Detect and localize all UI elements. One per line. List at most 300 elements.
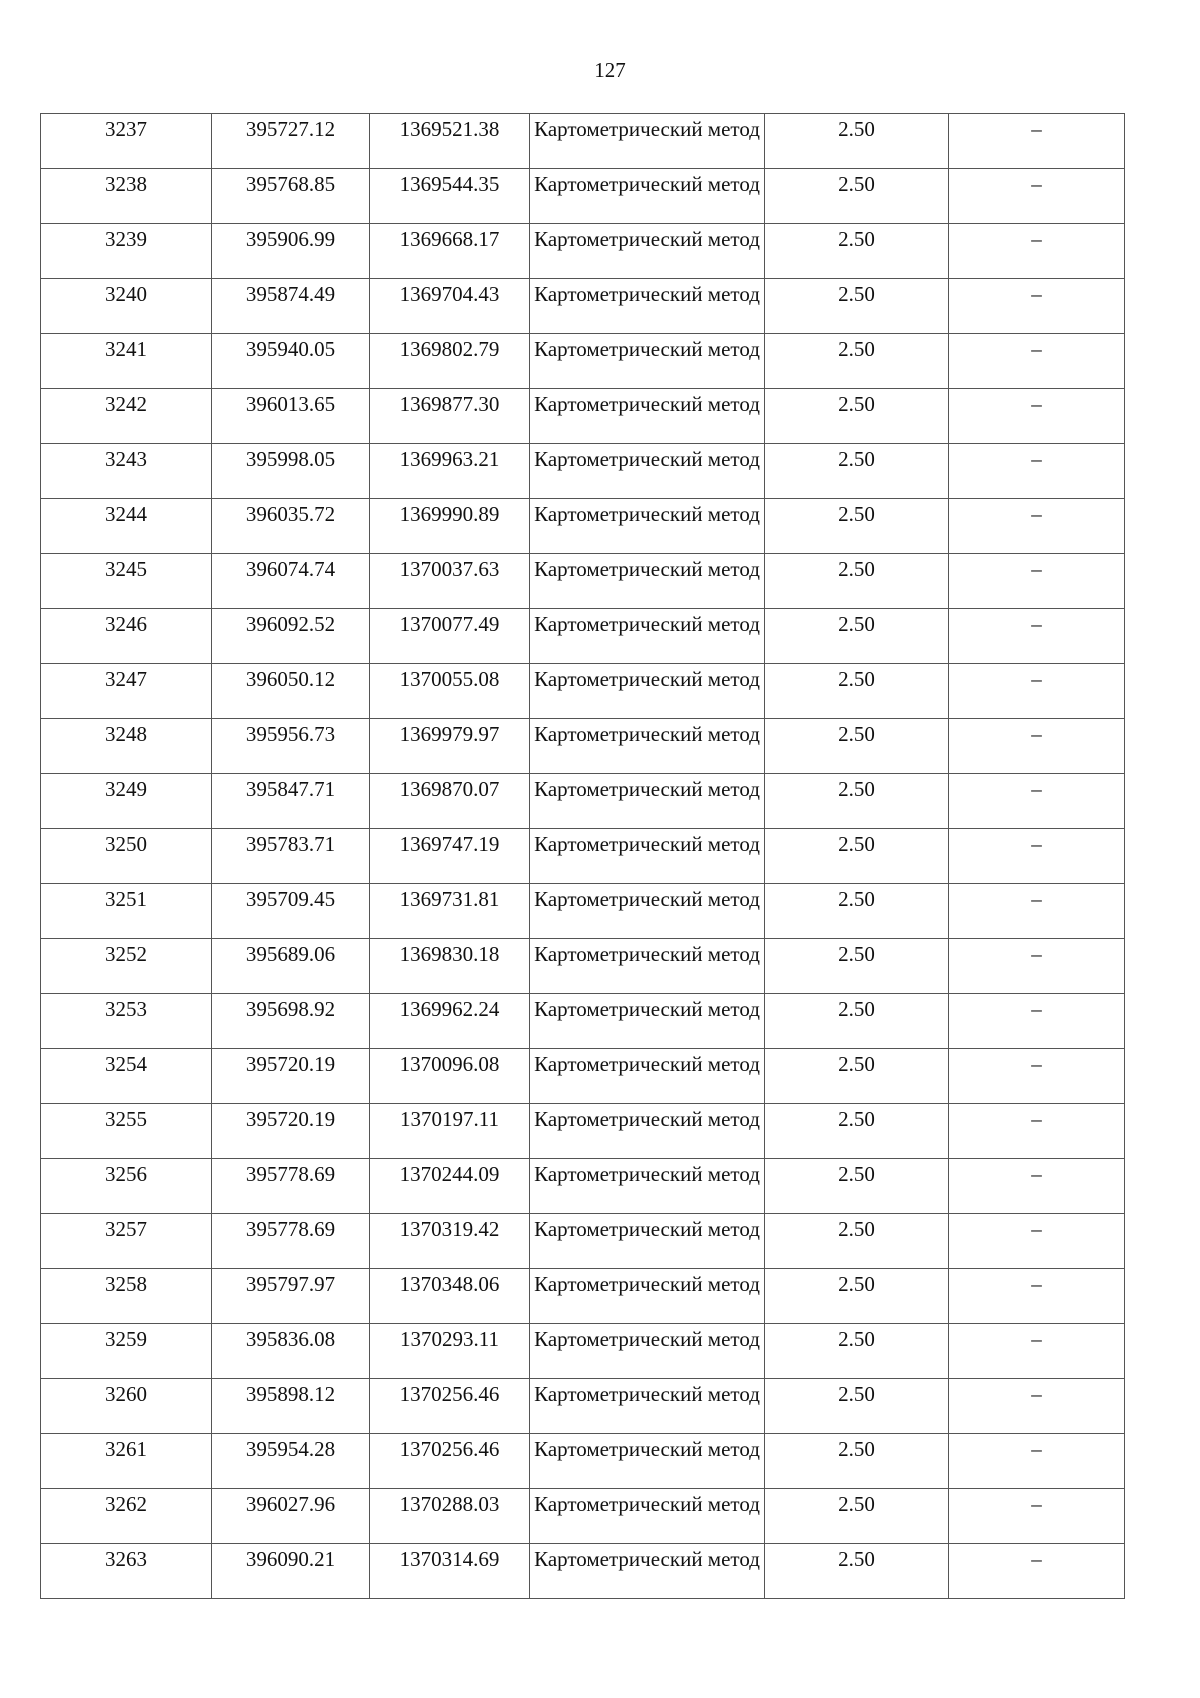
note-text: –: [1031, 282, 1042, 306]
method-cell: [530, 1434, 765, 1489]
x-coordinate-cell: [212, 1379, 370, 1434]
x-coordinate-text: 395778.69: [245, 1162, 336, 1186]
y-coordinate-cell: [370, 1269, 530, 1324]
note-cell: [949, 664, 1125, 719]
method-cell: [530, 664, 765, 719]
accuracy-text: 2.50: [838, 997, 875, 1021]
y-coordinate-text: 1369990.89: [399, 502, 500, 526]
accuracy-cell: [765, 334, 949, 389]
note-text: –: [1031, 172, 1042, 196]
note-text: –: [1031, 612, 1042, 636]
method-text: Картометрический метод: [534, 557, 760, 581]
x-coordinate-cell: [212, 279, 370, 334]
accuracy-cell: [765, 114, 949, 169]
table-row: [41, 1269, 1125, 1324]
accuracy-cell: [765, 1324, 949, 1379]
x-coordinate-text: 395998.05: [245, 447, 336, 471]
point-number-cell: [41, 774, 212, 829]
method-text: Картометрический метод: [534, 1217, 760, 1241]
point-number-cell: [41, 114, 212, 169]
note-text: –: [1031, 1272, 1042, 1296]
y-coordinate-text: 1369830.18: [399, 942, 500, 966]
point-number-text: 3258: [105, 1272, 147, 1296]
point-number-cell: [41, 444, 212, 499]
method-cell: [530, 169, 765, 224]
y-coordinate-text: 1369668.17: [399, 227, 500, 251]
accuracy-text: 2.50: [838, 227, 875, 251]
accuracy-text: 2.50: [838, 392, 875, 416]
method-cell: [530, 114, 765, 169]
method-text: Картометрический метод: [534, 1547, 760, 1571]
point-number-text: 3254: [105, 1052, 147, 1076]
x-coordinate-cell: [212, 1049, 370, 1104]
note-cell: [949, 1104, 1125, 1159]
note-cell: [949, 609, 1125, 664]
y-coordinate-cell: [370, 334, 530, 389]
x-coordinate-cell: [212, 114, 370, 169]
x-coordinate-text: 395836.08: [245, 1327, 336, 1351]
note-cell: [949, 1324, 1125, 1379]
accuracy-text: 2.50: [838, 1382, 875, 1406]
point-number-cell: [41, 334, 212, 389]
point-number-text: 3251: [105, 887, 147, 911]
note-cell: [949, 1544, 1125, 1599]
accuracy-cell: [765, 554, 949, 609]
method-cell: [530, 1159, 765, 1214]
method-cell: [530, 499, 765, 554]
y-coordinate-text: 1370077.49: [399, 612, 500, 636]
accuracy-text: 2.50: [838, 1437, 875, 1461]
point-number-text: 3246: [105, 612, 147, 636]
method-cell: [530, 1104, 765, 1159]
accuracy-cell: [765, 1269, 949, 1324]
x-coordinate-text: 395689.06: [245, 942, 336, 966]
point-number-text: 3240: [105, 282, 147, 306]
table-row: [41, 389, 1125, 444]
table-row: [41, 169, 1125, 224]
note-text: –: [1031, 1217, 1042, 1241]
accuracy-text: 2.50: [838, 1327, 875, 1351]
point-number-cell: [41, 829, 212, 884]
accuracy-text: 2.50: [838, 1052, 875, 1076]
y-coordinate-cell: [370, 114, 530, 169]
table-row: [41, 829, 1125, 884]
x-coordinate-text: 396013.65: [245, 392, 336, 416]
method-cell: [530, 554, 765, 609]
accuracy-cell: [765, 499, 949, 554]
accuracy-cell: [765, 719, 949, 774]
method-text: Картометрический метод: [534, 832, 760, 856]
y-coordinate-text: 1370288.03: [399, 1492, 500, 1516]
y-coordinate-cell: [370, 554, 530, 609]
method-text: Картометрический метод: [534, 392, 760, 416]
note-cell: [949, 114, 1125, 169]
note-cell: [949, 994, 1125, 1049]
y-coordinate-cell: [370, 774, 530, 829]
point-number-cell: [41, 1544, 212, 1599]
method-text: Картометрический метод: [534, 722, 760, 746]
y-coordinate-text: 1369747.19: [399, 832, 500, 856]
y-coordinate-cell: [370, 609, 530, 664]
point-number-cell: [41, 554, 212, 609]
y-coordinate-text: 1369962.24: [399, 997, 500, 1021]
note-text: –: [1031, 1437, 1042, 1461]
note-cell: [949, 389, 1125, 444]
method-cell: [530, 1269, 765, 1324]
point-number-text: 3247: [105, 667, 147, 691]
table-row: [41, 609, 1125, 664]
x-coordinate-cell: [212, 224, 370, 279]
accuracy-cell: [765, 1214, 949, 1269]
point-number-text: 3237: [105, 117, 147, 141]
note-text: –: [1031, 832, 1042, 856]
point-number-text: 3262: [105, 1492, 147, 1516]
table-row: [41, 1104, 1125, 1159]
x-coordinate-cell: [212, 554, 370, 609]
method-cell: [530, 774, 765, 829]
method-cell: [530, 224, 765, 279]
accuracy-text: 2.50: [838, 667, 875, 691]
note-cell: [949, 499, 1125, 554]
method-text: Картометрический метод: [534, 997, 760, 1021]
method-cell: [530, 719, 765, 774]
method-text: Картометрический метод: [534, 1272, 760, 1296]
note-text: –: [1031, 447, 1042, 471]
accuracy-text: 2.50: [838, 612, 875, 636]
method-cell: [530, 444, 765, 499]
point-number-cell: [41, 994, 212, 1049]
note-text: –: [1031, 667, 1042, 691]
y-coordinate-text: 1370348.06: [399, 1272, 500, 1296]
method-cell: [530, 1379, 765, 1434]
table-row: [41, 444, 1125, 499]
accuracy-cell: [765, 1489, 949, 1544]
x-coordinate-text: 395847.71: [245, 777, 336, 801]
x-coordinate-cell: [212, 389, 370, 444]
accuracy-text: 2.50: [838, 1272, 875, 1296]
y-coordinate-cell: [370, 1434, 530, 1489]
point-number-cell: [41, 1269, 212, 1324]
note-text: –: [1031, 1107, 1042, 1131]
y-coordinate-text: 1370314.69: [399, 1547, 500, 1571]
accuracy-cell: [765, 1159, 949, 1214]
point-number-text: 3259: [105, 1327, 147, 1351]
coordinates-table: [40, 113, 1125, 1599]
y-coordinate-text: 1370293.11: [400, 1327, 499, 1351]
x-coordinate-text: 396092.52: [245, 612, 336, 636]
x-coordinate-cell: [212, 1544, 370, 1599]
y-coordinate-text: 1370256.46: [399, 1382, 500, 1406]
method-text: Картометрический метод: [534, 1382, 760, 1406]
note-cell: [949, 1434, 1125, 1489]
note-text: –: [1031, 392, 1042, 416]
accuracy-cell: [765, 444, 949, 499]
table-row: [41, 1324, 1125, 1379]
accuracy-cell: [765, 1104, 949, 1159]
point-number-cell: [41, 719, 212, 774]
accuracy-text: 2.50: [838, 722, 875, 746]
point-number-text: 3263: [105, 1547, 147, 1571]
note-text: –: [1031, 997, 1042, 1021]
method-text: Картометрический метод: [534, 887, 760, 911]
note-cell: [949, 939, 1125, 994]
point-number-cell: [41, 499, 212, 554]
note-text: –: [1031, 942, 1042, 966]
accuracy-text: 2.50: [838, 1107, 875, 1131]
y-coordinate-cell: [370, 1379, 530, 1434]
x-coordinate-cell: [212, 609, 370, 664]
accuracy-text: 2.50: [838, 172, 875, 196]
point-number-text: 3248: [105, 722, 147, 746]
method-text: Картометрический метод: [534, 282, 760, 306]
point-number-cell: [41, 609, 212, 664]
page-number: 127: [594, 58, 626, 82]
y-coordinate-text: 1369870.07: [399, 777, 500, 801]
y-coordinate-cell: [370, 1214, 530, 1269]
point-number-cell: [41, 664, 212, 719]
accuracy-text: 2.50: [838, 777, 875, 801]
point-number-text: 3241: [105, 337, 147, 361]
x-coordinate-text: 395906.99: [245, 227, 336, 251]
y-coordinate-cell: [370, 499, 530, 554]
x-coordinate-cell: [212, 1269, 370, 1324]
note-text: –: [1031, 337, 1042, 361]
table-row: [41, 884, 1125, 939]
y-coordinate-cell: [370, 1489, 530, 1544]
x-coordinate-cell: [212, 499, 370, 554]
method-text: Картометрический метод: [534, 1327, 760, 1351]
point-number-cell: [41, 1104, 212, 1159]
y-coordinate-text: 1369731.81: [399, 887, 500, 911]
y-coordinate-cell: [370, 939, 530, 994]
note-cell: [949, 334, 1125, 389]
accuracy-text: 2.50: [838, 337, 875, 361]
method-cell: [530, 1544, 765, 1599]
y-coordinate-cell: [370, 994, 530, 1049]
table-row: [41, 554, 1125, 609]
accuracy-cell: [765, 389, 949, 444]
x-coordinate-text: 395720.19: [245, 1107, 336, 1131]
x-coordinate-cell: [212, 939, 370, 994]
x-coordinate-text: 396074.74: [245, 557, 336, 581]
table-row: [41, 939, 1125, 994]
accuracy-cell: [765, 884, 949, 939]
x-coordinate-text: 395698.92: [245, 997, 336, 1021]
x-coordinate-cell: [212, 664, 370, 719]
x-coordinate-text: 395768.85: [245, 172, 336, 196]
point-number-text: 3239: [105, 227, 147, 251]
point-number-cell: [41, 1379, 212, 1434]
note-text: –: [1031, 502, 1042, 526]
method-text: Картометрический метод: [534, 447, 760, 471]
x-coordinate-cell: [212, 994, 370, 1049]
accuracy-cell: [765, 224, 949, 279]
note-cell: [949, 1159, 1125, 1214]
method-text: Картометрический метод: [534, 172, 760, 196]
note-cell: [949, 774, 1125, 829]
table-row: [41, 1379, 1125, 1434]
y-coordinate-text: 1370037.63: [399, 557, 500, 581]
method-text: Картометрический метод: [534, 1107, 760, 1131]
method-cell: [530, 279, 765, 334]
method-cell: [530, 1214, 765, 1269]
y-coordinate-cell: [370, 1324, 530, 1379]
point-number-cell: [41, 169, 212, 224]
point-number-cell: [41, 1324, 212, 1379]
x-coordinate-cell: [212, 829, 370, 884]
table-row: [41, 224, 1125, 279]
note-text: –: [1031, 1547, 1042, 1571]
point-number-text: 3242: [105, 392, 147, 416]
method-cell: [530, 829, 765, 884]
point-number-text: 3257: [105, 1217, 147, 1241]
method-text: Картометрический метод: [534, 1492, 760, 1516]
table-row: [41, 499, 1125, 554]
point-number-cell: [41, 1434, 212, 1489]
method-cell: [530, 1489, 765, 1544]
point-number-text: 3252: [105, 942, 147, 966]
method-cell: [530, 334, 765, 389]
accuracy-cell: [765, 939, 949, 994]
y-coordinate-text: 1369521.38: [399, 117, 500, 141]
y-coordinate-cell: [370, 829, 530, 884]
note-text: –: [1031, 887, 1042, 911]
table-row: [41, 774, 1125, 829]
point-number-text: 3261: [105, 1437, 147, 1461]
accuracy-cell: [765, 829, 949, 884]
method-cell: [530, 609, 765, 664]
table-row: [41, 1214, 1125, 1269]
accuracy-text: 2.50: [838, 887, 875, 911]
accuracy-cell: [765, 1049, 949, 1104]
y-coordinate-cell: [370, 664, 530, 719]
y-coordinate-text: 1370096.08: [399, 1052, 500, 1076]
point-number-text: 3253: [105, 997, 147, 1021]
y-coordinate-text: 1369544.35: [399, 172, 500, 196]
point-number-cell: [41, 1159, 212, 1214]
x-coordinate-cell: [212, 1214, 370, 1269]
accuracy-text: 2.50: [838, 1217, 875, 1241]
method-text: Картометрический метод: [534, 227, 760, 251]
accuracy-cell: [765, 609, 949, 664]
accuracy-text: 2.50: [838, 1162, 875, 1186]
accuracy-text: 2.50: [838, 557, 875, 581]
point-number-cell: [41, 939, 212, 994]
note-cell: [949, 279, 1125, 334]
table-row: [41, 1159, 1125, 1214]
point-number-cell: [41, 1489, 212, 1544]
accuracy-cell: [765, 774, 949, 829]
point-number-text: 3238: [105, 172, 147, 196]
x-coordinate-text: 395727.12: [245, 117, 336, 141]
table-row: [41, 1434, 1125, 1489]
point-number-text: 3260: [105, 1382, 147, 1406]
x-coordinate-text: 395954.28: [245, 1437, 336, 1461]
table-row: [41, 114, 1125, 169]
method-text: Картометрический метод: [534, 502, 760, 526]
x-coordinate-text: 395940.05: [245, 337, 336, 361]
x-coordinate-cell: [212, 334, 370, 389]
y-coordinate-cell: [370, 279, 530, 334]
method-text: Картометрический метод: [534, 1437, 760, 1461]
x-coordinate-text: 395874.49: [245, 282, 336, 306]
y-coordinate-cell: [370, 224, 530, 279]
accuracy-text: 2.50: [838, 502, 875, 526]
y-coordinate-text: 1369877.30: [399, 392, 500, 416]
table-row: [41, 1544, 1125, 1599]
x-coordinate-text: 396035.72: [245, 502, 336, 526]
note-text: –: [1031, 117, 1042, 141]
accuracy-text: 2.50: [838, 447, 875, 471]
method-cell: [530, 884, 765, 939]
x-coordinate-text: 395720.19: [245, 1052, 336, 1076]
y-coordinate-text: 1369704.43: [399, 282, 500, 306]
method-text: Картометрический метод: [534, 667, 760, 691]
method-text: Картометрический метод: [534, 777, 760, 801]
accuracy-cell: [765, 1379, 949, 1434]
method-text: Картометрический метод: [534, 117, 760, 141]
table-row: [41, 1049, 1125, 1104]
accuracy-cell: [765, 664, 949, 719]
x-coordinate-cell: [212, 719, 370, 774]
x-coordinate-text: 396090.21: [245, 1547, 336, 1571]
method-cell: [530, 1324, 765, 1379]
point-number-text: 3249: [105, 777, 147, 801]
note-cell: [949, 829, 1125, 884]
y-coordinate-text: 1370244.09: [399, 1162, 500, 1186]
note-text: –: [1031, 557, 1042, 581]
method-text: Картометрический метод: [534, 942, 760, 966]
y-coordinate-text: 1369802.79: [399, 337, 500, 361]
method-text: Картометрический метод: [534, 1162, 760, 1186]
note-text: –: [1031, 1492, 1042, 1516]
y-coordinate-cell: [370, 169, 530, 224]
y-coordinate-cell: [370, 719, 530, 774]
table-row: [41, 719, 1125, 774]
accuracy-cell: [765, 279, 949, 334]
point-number-text: 3244: [105, 502, 147, 526]
table-body: [41, 114, 1125, 1599]
note-cell: [949, 1049, 1125, 1104]
x-coordinate-text: 395783.71: [245, 832, 336, 856]
point-number-text: 3250: [105, 832, 147, 856]
point-number-cell: [41, 389, 212, 444]
x-coordinate-text: 396027.96: [245, 1492, 336, 1516]
accuracy-text: 2.50: [838, 117, 875, 141]
note-text: –: [1031, 1327, 1042, 1351]
accuracy-cell: [765, 1544, 949, 1599]
note-cell: [949, 1269, 1125, 1324]
table-row: [41, 994, 1125, 1049]
x-coordinate-text: 396050.12: [245, 667, 336, 691]
point-number-cell: [41, 279, 212, 334]
note-cell: [949, 224, 1125, 279]
note-cell: [949, 1489, 1125, 1544]
point-number-text: 3243: [105, 447, 147, 471]
note-cell: [949, 169, 1125, 224]
x-coordinate-cell: [212, 774, 370, 829]
x-coordinate-cell: [212, 884, 370, 939]
x-coordinate-text: 395709.45: [245, 887, 336, 911]
point-number-text: 3245: [105, 557, 147, 581]
x-coordinate-cell: [212, 1434, 370, 1489]
method-cell: [530, 939, 765, 994]
note-cell: [949, 444, 1125, 499]
y-coordinate-cell: [370, 1159, 530, 1214]
x-coordinate-cell: [212, 169, 370, 224]
note-cell: [949, 884, 1125, 939]
note-text: –: [1031, 722, 1042, 746]
